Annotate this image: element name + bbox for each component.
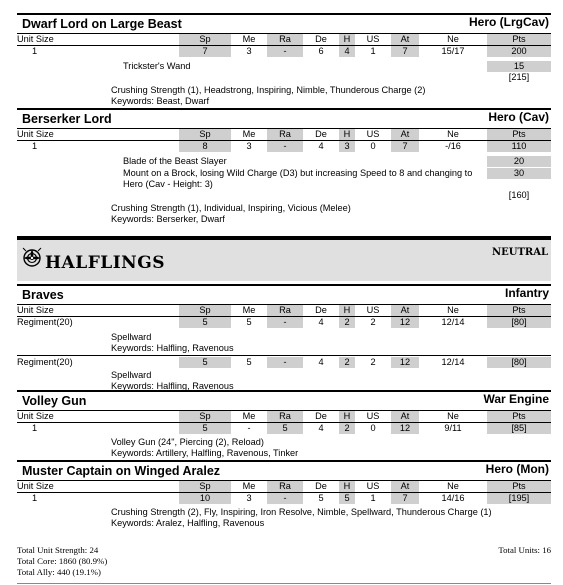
unit-header — [17, 284, 551, 304]
unit-braves — [17, 284, 551, 391]
upgrade-text: Mount on a Brock, losing Wild Charge (D3) but increasing Speed to 8 and changing to — [123, 168, 473, 178]
stat-header-row: Unit Size Sp Me Ra De H US At Ne Pts — [17, 411, 551, 422]
stat-row: 1 8 3 - 4 3 0 7 -/16 110 — [17, 141, 551, 152]
special-rules: Crushing Strength (1), Individual, Inspiring, Vicious (Melee) — [111, 203, 351, 213]
upgrade-text: Trickster's Wand — [123, 61, 191, 71]
keywords: Keywords: Halfling, Ravenous — [111, 381, 234, 391]
stat-header-row: Unit Size Sp Me Ra De H US At Ne Pts — [17, 129, 551, 140]
total-units: Total Units: 16 — [498, 545, 551, 555]
upgrade-pts: 20 — [487, 156, 551, 167]
unit-dwarf-lord — [17, 13, 551, 106]
unit-total: [160] — [508, 190, 530, 200]
unit-type: Hero (LrgCav) — [468, 15, 549, 29]
unit-muster-captain — [17, 460, 551, 528]
faction-name: HALFLINGS — [45, 253, 166, 273]
unit-header — [17, 460, 551, 480]
special-rules: Crushing Strength (2), Fly, Inspiring, Iron Resolve, Nimble, Spellward, Thunderous Charge (1) — [111, 507, 492, 517]
unit-header — [17, 13, 551, 33]
keywords: Keywords: Artillery, Halfling, Ravenous, Tinker — [111, 448, 299, 458]
unit-type: Hero (Mon) — [485, 462, 549, 476]
special-rules: Spellward — [111, 370, 152, 380]
unit-name: Volley Gun — [22, 394, 87, 408]
total-core: Total Core: 1860 (80.9%) — [17, 556, 108, 566]
unit-name: Muster Captain on Winged Aralez — [22, 464, 221, 478]
unit-type: Infantry — [504, 286, 549, 300]
upgrade-pts: 15 — [487, 61, 551, 72]
unit-total: [215] — [508, 72, 530, 82]
special-rules: Crushing Strength (1), Headstrong, Inspiring, Nimble, Thunderous Charge (2) — [111, 85, 426, 95]
unit-type: War Engine — [483, 392, 549, 406]
unit-header — [17, 390, 551, 410]
keywords: Keywords: Beast, Dwarf — [111, 96, 210, 106]
unit-name: Braves — [22, 288, 64, 302]
stat-row: Regiment(20) 5 5 - 4 2 2 12 12/14 [80] — [17, 357, 551, 368]
stat-row: 1 5 - 5 4 2 0 12 9/11 [85] — [17, 423, 551, 434]
unit-volley-gun — [17, 390, 551, 458]
stat-row: 1 10 3 - 5 5 1 7 14/16 [195] — [17, 493, 551, 504]
total-ally: Total Ally: 440 (19.1%) — [17, 567, 101, 577]
unit-type: Hero (Cav) — [488, 110, 549, 124]
stat-header-row: Unit Size Sp Me Ra De H US At Ne Pts — [17, 305, 551, 316]
keywords: Keywords: Berserker, Dwarf — [111, 214, 225, 224]
special-rules: Volley Gun (24", Piercing (2), Reload) — [111, 437, 264, 447]
unit-name: Dwarf Lord on Large Beast — [22, 17, 182, 31]
keywords: Keywords: Halfling, Ravenous — [111, 343, 234, 353]
special-rules: Spellward — [111, 332, 152, 342]
upgrade-text: Blade of the Beast Slayer — [123, 156, 227, 166]
unit-header — [17, 108, 551, 128]
unit-berserker-lord — [17, 108, 551, 224]
upgrade-pts: 30 — [487, 168, 551, 179]
stat-row: 1 7 3 - 6 4 1 7 15/17 200 — [17, 46, 551, 57]
stat-header-row: Unit Size Sp Me Ra De H US At Ne Pts — [17, 34, 551, 45]
upgrade-text-continued: Hero (Cav - Height: 3) — [123, 179, 213, 189]
total-unit-strength: Total Unit Strength: 24 — [17, 545, 99, 555]
stat-row: Regiment(20) 5 5 - 4 2 2 12 12/14 [80] — [17, 317, 551, 328]
faction-banner — [17, 236, 551, 281]
faction-alignment: NEUTRAL — [491, 247, 548, 258]
footer-divider — [17, 583, 551, 584]
keywords: Keywords: Aralez, Halfling, Ravenous — [111, 518, 265, 528]
unit-name: Berserker Lord — [22, 112, 112, 126]
halfling-emblem-icon — [21, 246, 43, 270]
stat-header-row: Unit Size Sp Me Ra De H US At Ne Pts — [17, 481, 551, 492]
